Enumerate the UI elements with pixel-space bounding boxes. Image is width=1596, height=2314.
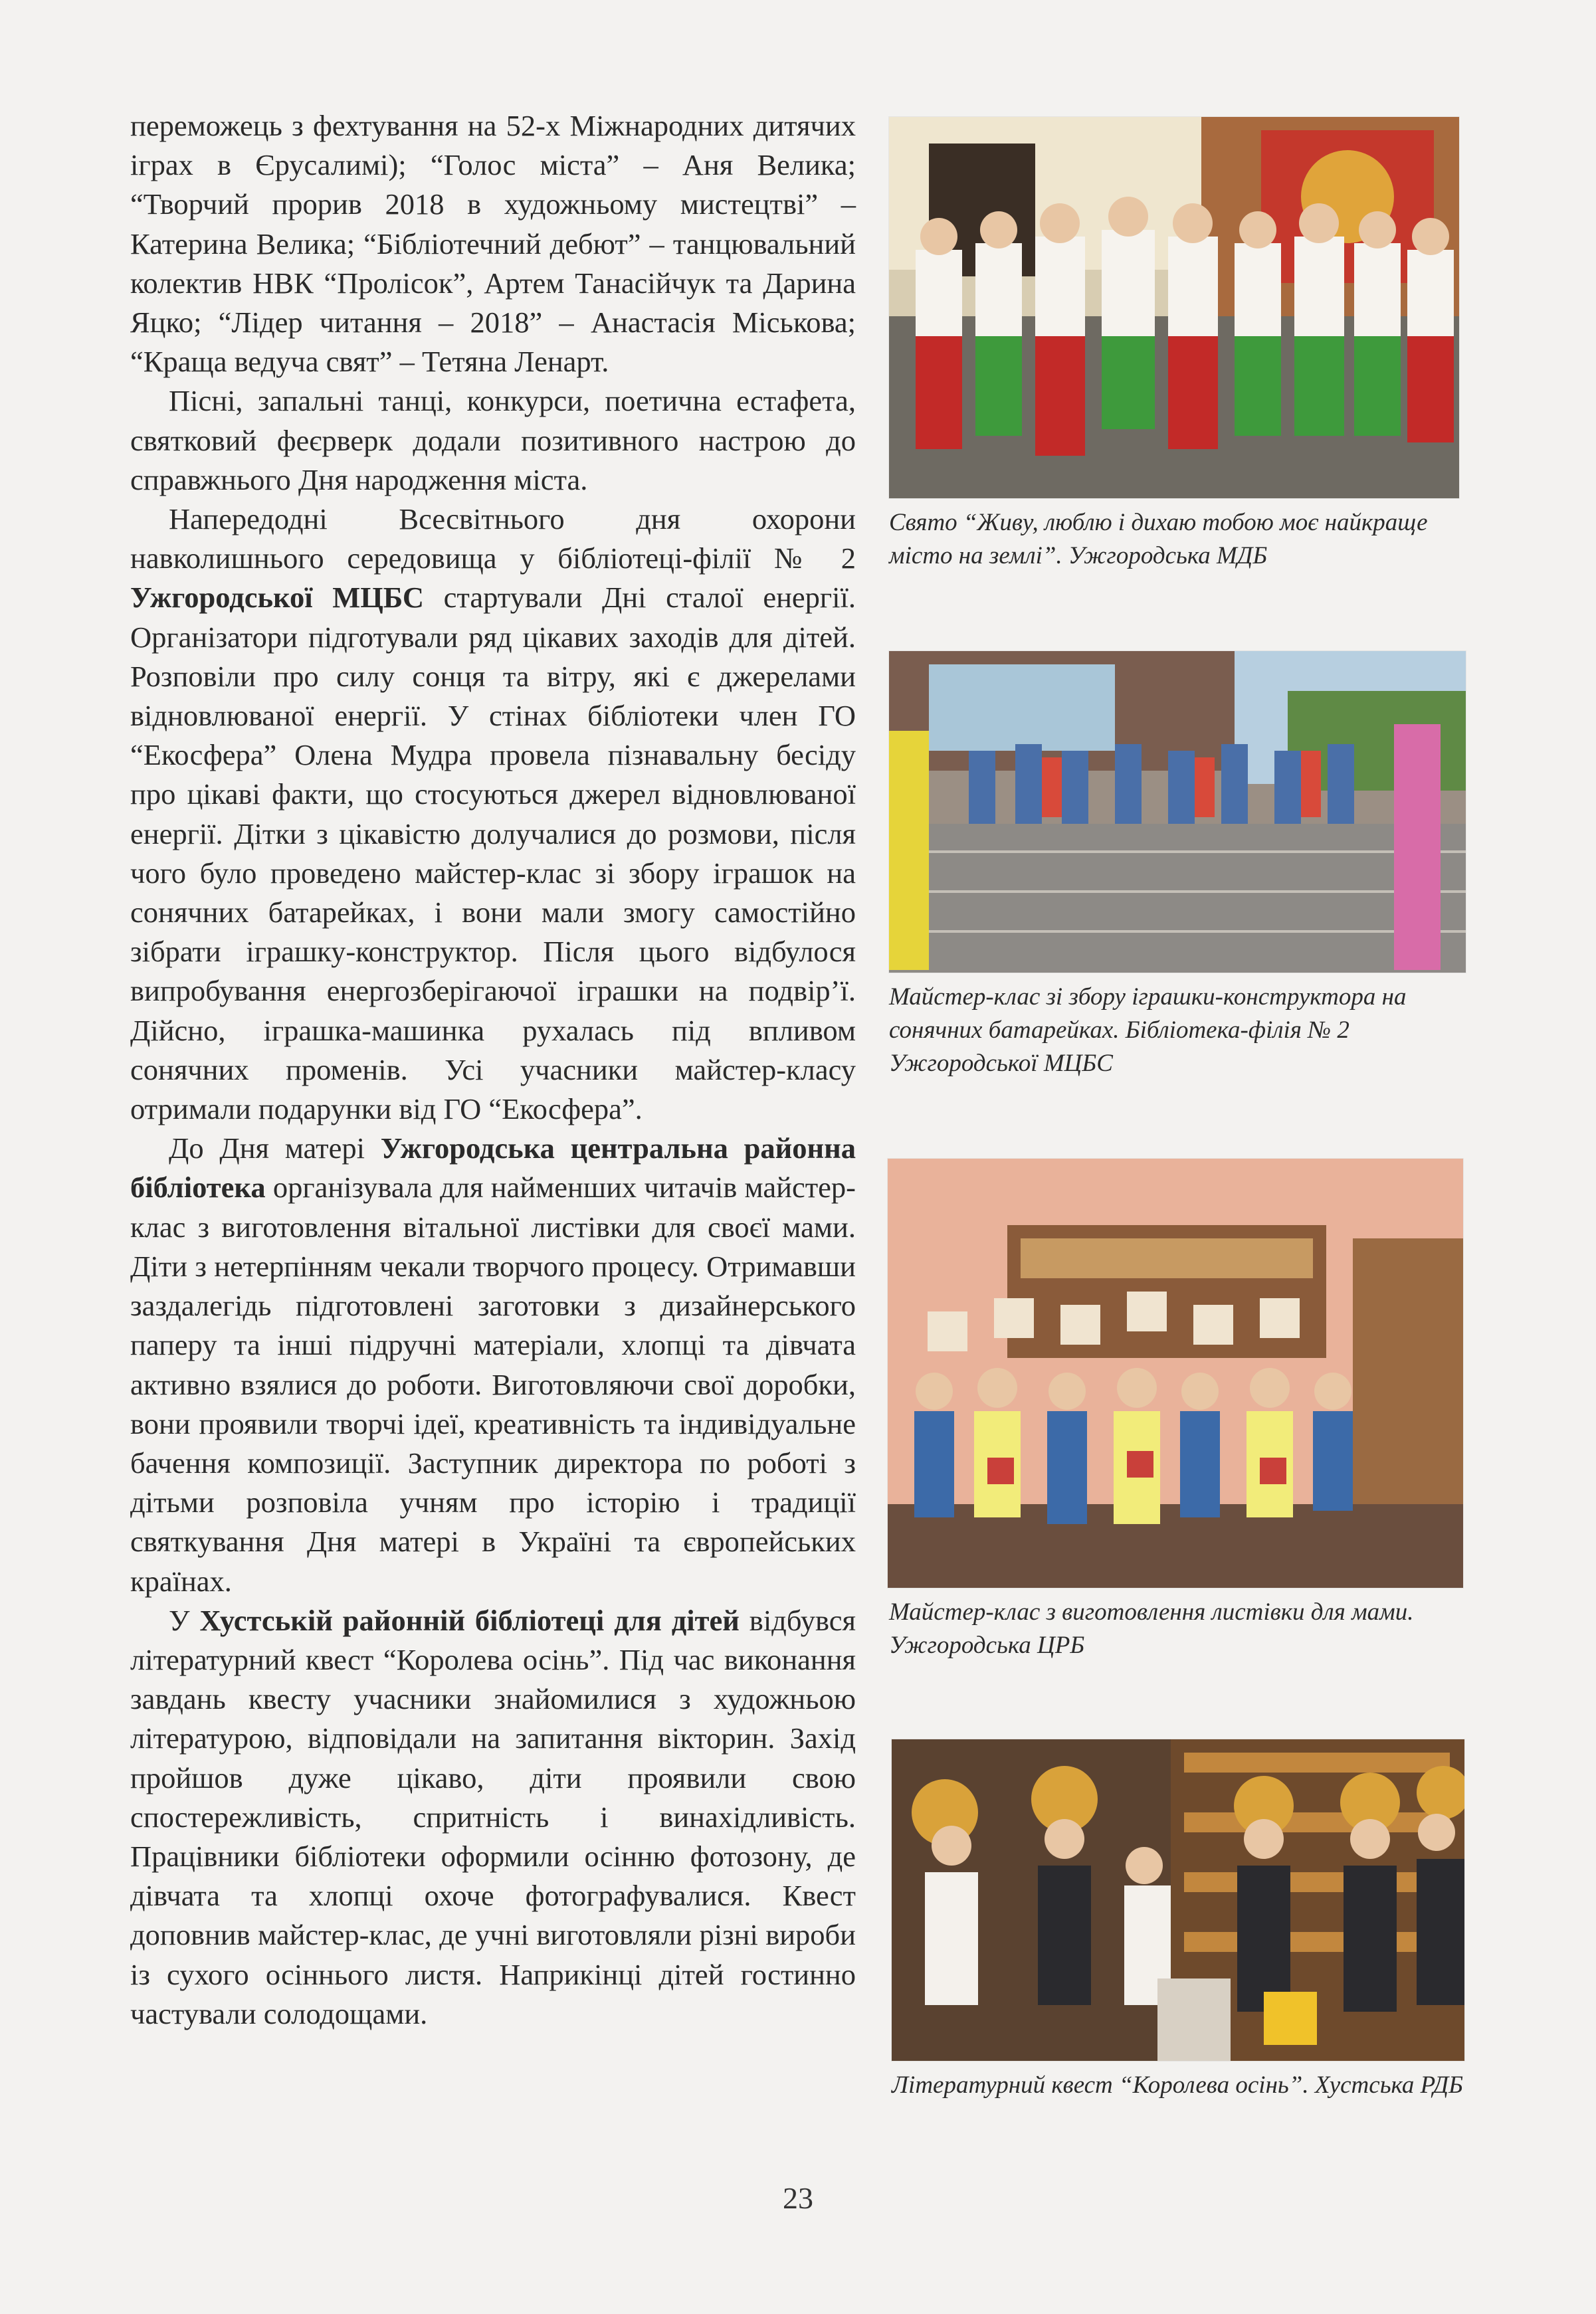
paragraph-energy-days bbox=[130, 500, 856, 1129]
caption-autumn-quest: Літературний квест “Королева осінь”. Хустська РДБ bbox=[892, 2072, 1463, 2099]
caption-folk-festival: Свято “Живу, люблю і дихаю тобою моє найкраще місто на землі”. Ужгородська МДБ bbox=[889, 509, 1428, 569]
photo-autumn-quest bbox=[892, 1739, 1464, 2061]
photo-postcard-class bbox=[888, 1159, 1463, 1588]
paragraph-text: відбувся літературний квест “Королева осінь”. Під час виконання завдань квесту учасники знайомилися з художньою літературою, відповідали на запитання вікторин. Захід пройшов дуже цікаво, діти проявили свою спостережливість, спритність і винахідливість. Працівники бібліотеки оформили осінню фотозону, де дівчата та хлопці охоче фотографувалися. Квест доповнив майстер-клас, де учні виготовляли різні вироби із сухого осіннього листя. Наприкінці дітей гостинно частували солодощами. bbox=[130, 1603, 856, 2030]
paragraph-text: стартували Дні сталої енергії. Організатори підготували ряд цікавих заходів для дітей. Розповіли про силу сонця та вітру, які є джерелами відновлюваної енергії. У стінах бібліотеки член ГО “Екосфера” Олена Мудра провела пізнавальну бесіду про цікаві факти, що стосуються джерел відновлюваної енергії. Дітки з цікавістю долучалися до розмови, після чого було проведено майстер-клас зі збору іграшок на сонячних батарейках, і вони мали змогу самостійно зібрати іграшку-конструктор. Після цього відбулося випробування енергозберігаючої іграшки на подвір’ї. Дійсно, іграшка-машинка рухалась під впливом сонячних променів. Усі учасники майстер-класу отримали подарунки від ГО “Екосфера”. bbox=[130, 581, 856, 1126]
photo-autumn-quest-image bbox=[892, 1739, 1464, 2061]
photo-folk-festival bbox=[889, 117, 1459, 498]
library-name: Ужгородська центральна районна бібліотека bbox=[130, 1131, 856, 1205]
photo-solar-toy-class-image bbox=[889, 651, 1466, 973]
caption-postcard-class: Майстер-клас з виготовлення листівки для мами. Ужгородська ЦРБ bbox=[889, 1598, 1414, 1659]
paragraph-mothers-day bbox=[130, 1129, 856, 1600]
photo-postcard-class-image bbox=[888, 1159, 1463, 1588]
paragraph-text: організувала для найменших читачів майстер-клас з виготовлення вітальної листівки для своєї мами. Діти з нетерпінням чекали творчого процесу. Отримавши заздалегідь підготовлені заготовки з дизайнерського паперу та інші підручні матеріали, хлопці та дівчата активно взялися до роботи. Виготовляючи свої доробки, вони проявили творчі ідеї, креативність та індивідуальне бачення композиції. Заступник директора по роботі з дітьми розповіла учням про історію і традиції святкування Дня матері в Україні та європейських країнах. bbox=[130, 1171, 856, 1598]
paragraph-text: Напередодні Всесвітнього дня охорони навколишнього середовища у бібліотеці-філії № 2 bbox=[130, 502, 856, 575]
photo-solar-toy-class bbox=[889, 651, 1466, 973]
library-name: Ужгородської МЦБС bbox=[130, 581, 425, 615]
page-number: 23 bbox=[783, 2181, 813, 2215]
photo-folk-festival-image bbox=[889, 117, 1459, 498]
caption-solar-toy-class: Майстер-клас зі збору іграшки-конструктора на сонячних батарейках. Бібліотека-філія № 2 Ужгородської МЦБС bbox=[889, 983, 1407, 1077]
article-text-column bbox=[130, 106, 856, 2034]
paragraph-text: У bbox=[169, 1603, 200, 1637]
library-name: Хустській районній бібліотеці для дітей bbox=[199, 1603, 740, 1637]
paragraph-city-birthday: Пісні, запальні танці, конкурси, поетична естафета, святковий феєрверк додали позитивного настрою до справжнього Дня народження міста. bbox=[130, 384, 856, 496]
paragraph-award-list: переможець з фехтування на 52-х Міжнародних дитячих іграх в Єрусалимі); “Голос міста” – Аня Велика; “Творчий прорив 2018 в художньому мистецтві” – Катерина Велика; “Бібліотечний дебют” – танцювальний колектив НВК “Пролісок”, Артем Танасійчук та Дарина Яцко; “Лідер читання – 2018” – Анастасія Міськова; “Краща ведуча свят” – Тетяна Ленарт. bbox=[130, 109, 856, 379]
paragraph-text: До Дня матері bbox=[169, 1131, 381, 1165]
paragraph-autumn-quest bbox=[130, 1601, 856, 2034]
